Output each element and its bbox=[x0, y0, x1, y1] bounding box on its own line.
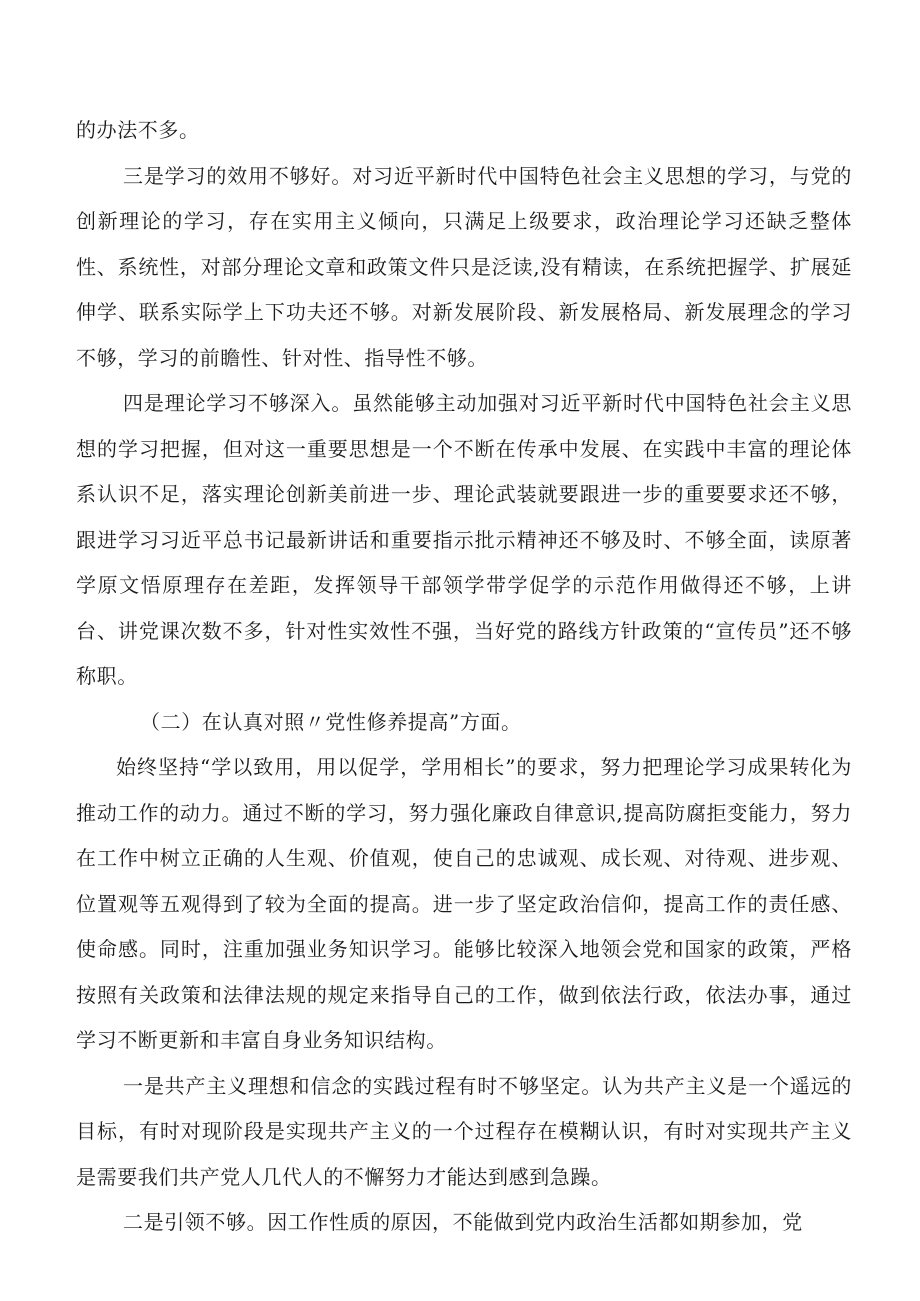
paragraph-point-one: 一是共产主义理想和信念的实践过程有时不够坚定。认为共产主义是一个遥远的目标，有时对现阶段是实现共产主义的一个过程存在模糊认识，有时对实现共产主义是需要我们共产党人几代人的不懈努力才能达到感到急躁。 bbox=[76, 1073, 852, 1189]
paragraph-continuation: 的办法不多。 bbox=[76, 118, 200, 142]
paragraph-point-three: 三是学习的效用不够好。对习近平新时代中国特色社会主义思想的学习，与党的创新理论的学习，存在实用主义倾向，只满足上级要求，政治理论学习还缺乏整体性、系统性，对部分理论文章和政策文件只是泛读,没有精读，在系统把握学、扩展延伸学、联系实际学上下功夫还不够。对新发展阶段、新发展格局、新发展理念的学习不够，学习的前瞻性、针对性、指导性不够。 bbox=[76, 163, 852, 370]
section-heading: （二）在认真对照〃党性修养提高”方面。 bbox=[140, 709, 522, 734]
document-body bbox=[76, 108, 852, 1246]
paragraph-point-two: 二是引领不够。因工作性质的原因，不能做到党内政治生活都如期参加，党 bbox=[123, 1210, 803, 1234]
paragraph-summary: 始终坚持“学以致用，用以促学，学用相长”的要求，努力把理论学习成果转化为推动工作的动力。通过不断的学习，努力强化廉政自律意识,提高防腐拒变能力，努力在工作中树立正确的人生观、价值观，使自己的忠诚观、成长观、对待观、进步观、位置观等五观得到了较为全面的提高。进一步了坚定政治信仰，提高工作的责任感、使命感。同时，注重加强业务知识学习。能够比较深入地领会党和国家的政策，严格按照有关政策和法律法规的规定来指导自己的工作，做到依法行政，依法办事，通过学习不断更新和丰富自身业务知识结构。 bbox=[76, 755, 852, 1052]
paragraph-point-four: 四是理论学习不够深入。虽然能够主动加强对习近平新时代中国特色社会主义思想的学习把握，但对这一重要思想是一个不断在传承中发展、在实践中丰富的理论体系认识不足，落实理论创新美前进一步、理论武装就要跟进一步的重要要求还不够，跟进学习习近平总书记最新讲话和重要指示批示精神还不够及时、不够全面，读原著学原文悟原理存在差距，发挥领导干部领学带学促学的示范作用做得还不够，上讲台、讲党课次数不多，针对性实效性不强，当好党的路线方针政策的“宣传员”还不够称职。 bbox=[76, 391, 852, 688]
